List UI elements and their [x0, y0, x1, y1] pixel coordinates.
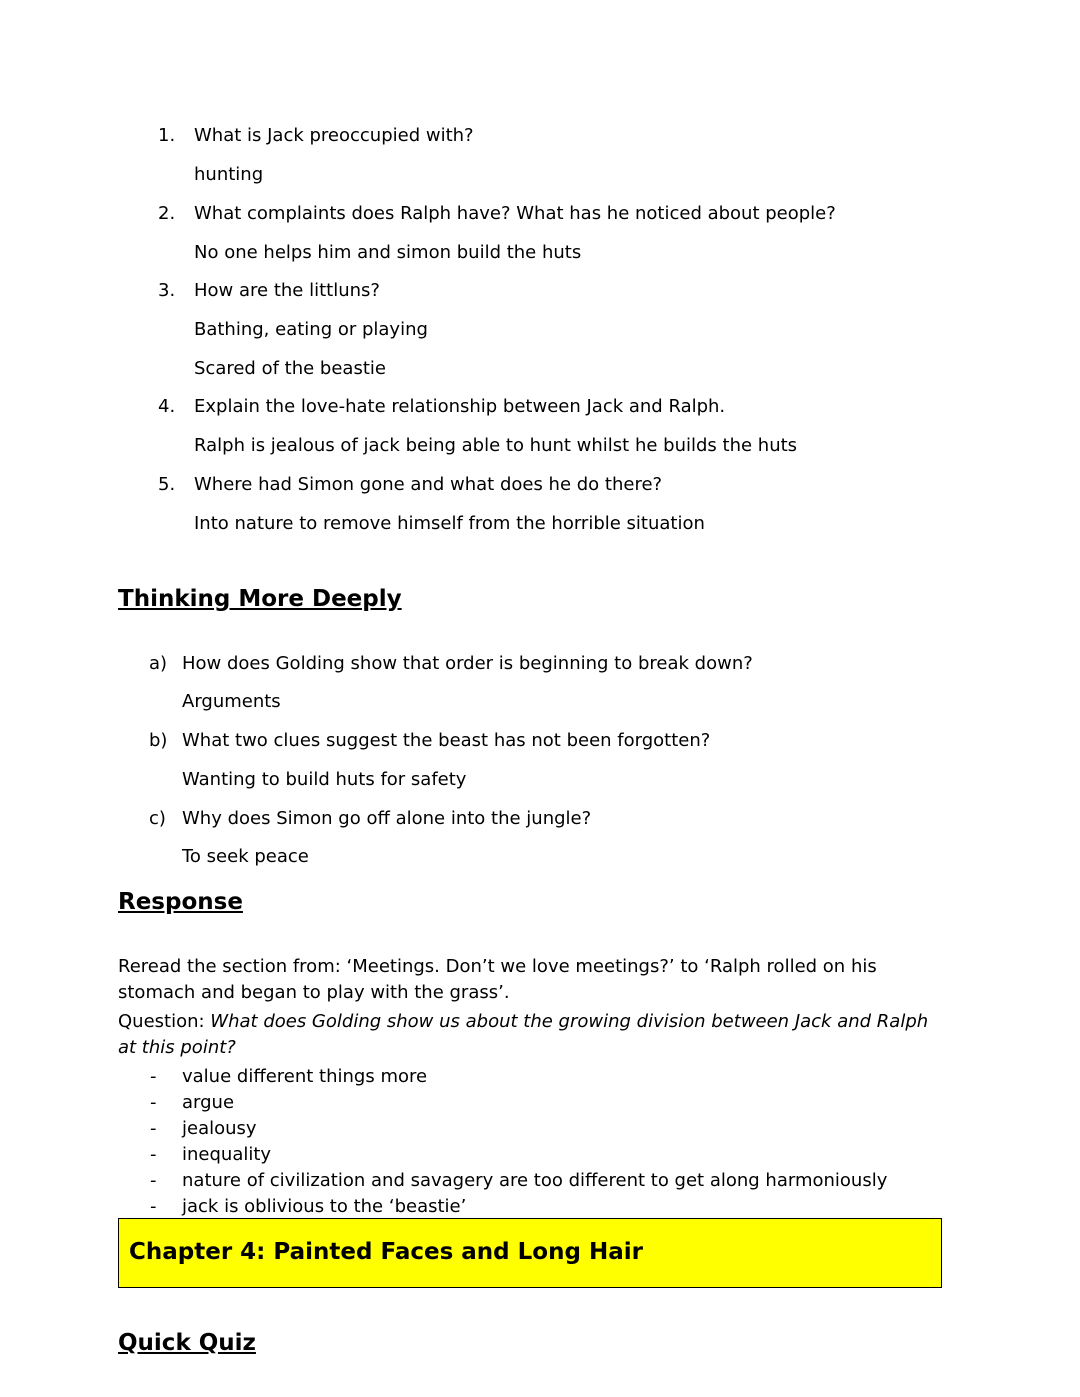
question-number: 2. — [158, 203, 176, 224]
answer-text: Wanting to build huts for safety — [182, 769, 467, 790]
response-question — [118, 1009, 950, 1061]
question-text: Where had Simon gone and what does he do there? — [194, 474, 663, 495]
chapter-title: Chapter 4: Painted Faces and Long Hair — [129, 1239, 643, 1265]
question-number: 3. — [158, 280, 176, 301]
answer-text: hunting — [194, 164, 264, 185]
answer-text: Scared of the beastie — [194, 358, 386, 379]
bullet-marker: - — [150, 1170, 157, 1191]
bullet-item: value different things more — [182, 1066, 428, 1087]
bullet-marker: - — [150, 1118, 157, 1139]
answer-text: Arguments — [182, 691, 281, 712]
question-text: What complaints does Ralph have? What has he noticed about people? — [194, 203, 836, 224]
section-heading-quick-quiz: Quick Quiz — [118, 1330, 256, 1356]
section-heading-thinking: Thinking More Deeply — [118, 586, 402, 612]
question-number: 1. — [158, 125, 176, 146]
answer-text: No one helps him and simon build the huts — [194, 242, 582, 263]
bullet-item: argue — [182, 1092, 235, 1113]
question-text: What two clues suggest the beast has not been forgotten? — [182, 730, 711, 751]
bullet-item: inequality — [182, 1144, 272, 1165]
bullet-marker: - — [150, 1196, 157, 1217]
question-letter: b) — [149, 730, 168, 751]
question-prompt: What does Golding show us about the growing division between Jack and Ralph at this point? — [118, 1011, 929, 1058]
question-letter: a) — [149, 653, 168, 674]
question-number: 5. — [158, 474, 176, 495]
response-instruction: Reread the section from: ‘Meetings. Don’t we love meetings?’ to ‘Ralph rolled on his stomach and began to play with the grass’. — [118, 956, 877, 1003]
bullet-marker: - — [150, 1092, 157, 1113]
question-text: What is Jack preoccupied with? — [194, 125, 474, 146]
question-text: Explain the love-hate relationship between Jack and Ralph. — [194, 396, 726, 417]
question-text: How are the littluns? — [194, 280, 380, 301]
answer-text: Ralph is jealous of jack being able to hunt whilst he builds the huts — [194, 435, 798, 456]
bullet-item: jack is oblivious to the ‘beastie’ — [182, 1196, 467, 1217]
question-letter: c) — [149, 808, 166, 829]
bullet-marker: - — [150, 1144, 157, 1165]
question-number: 4. — [158, 396, 176, 417]
bullet-item: nature of civilization and savagery are too different to get along harmoniously — [182, 1170, 888, 1191]
bullet-item: jealousy — [182, 1118, 257, 1139]
section-heading-response: Response — [118, 889, 243, 915]
answer-text: To seek peace — [182, 846, 309, 867]
question-text: How does Golding show that order is beginning to break down? — [182, 653, 753, 674]
bullet-marker: - — [150, 1066, 157, 1087]
question-text: Why does Simon go off alone into the jungle? — [182, 808, 592, 829]
question-label: Question: — [118, 1011, 211, 1032]
answer-text: Bathing, eating or playing — [194, 319, 428, 340]
chapter-banner — [118, 1218, 942, 1288]
answer-text: Into nature to remove himself from the horrible situation — [194, 513, 705, 534]
